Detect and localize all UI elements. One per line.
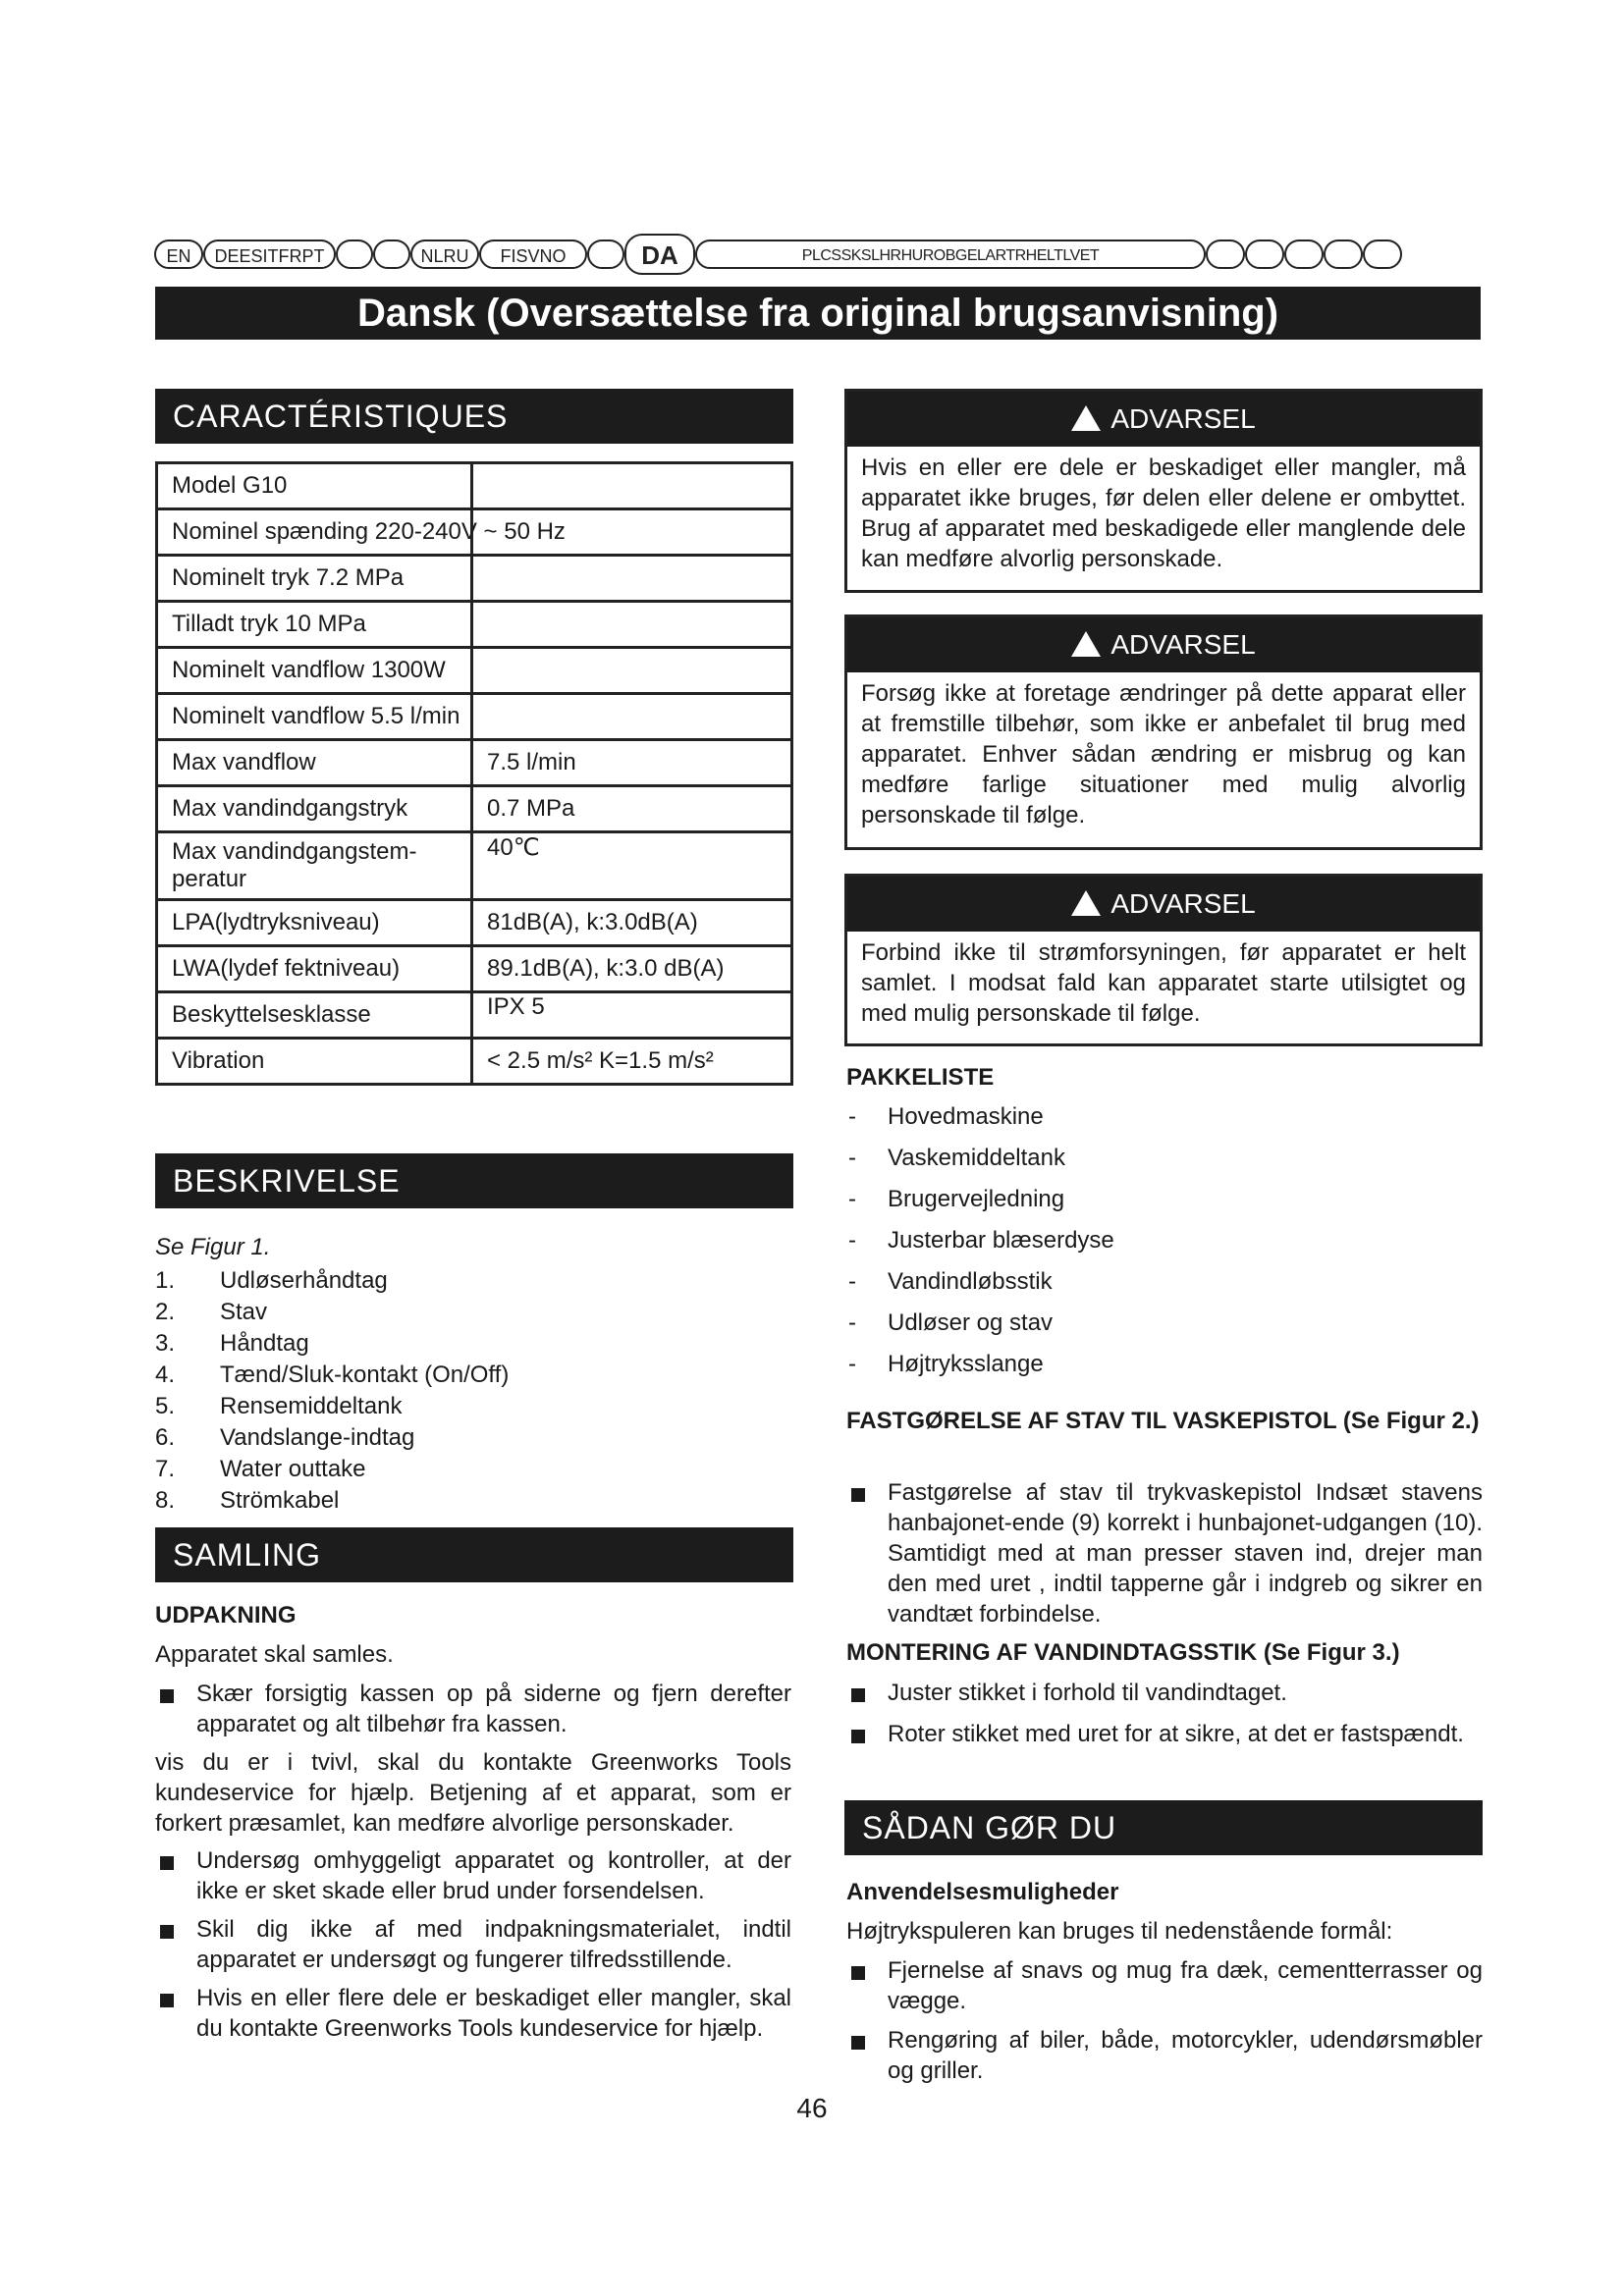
sadan-bullet-1: Fjernelse af snavs og mug fra dæk, cementterrasser og vægge. xyxy=(888,1957,1483,2014)
fastgorelse-heading: FASTGØRELSE AF STAV TIL VASKEPISTOL (Se Figur 2.) xyxy=(846,1408,1480,1434)
lang-empty xyxy=(1206,240,1245,269)
spec-label: Tilladt tryk 10 MPa xyxy=(157,602,472,648)
spec-row xyxy=(157,463,792,509)
spec-value xyxy=(472,694,792,740)
list-item-number: 1. xyxy=(155,1267,176,1294)
udpakning-heading: UDPAKNING xyxy=(155,1602,297,1629)
montering-heading: MONTERING AF VANDINDTAGSSTIK (Se Figur 3.) xyxy=(846,1639,1400,1666)
spec-row xyxy=(157,900,792,946)
spec-value: < 2.5 m/s² K=1.5 m/s² xyxy=(472,1039,792,1085)
list-item-number: 2. xyxy=(155,1299,176,1325)
bullet-icon xyxy=(851,2036,865,2050)
lang-empty xyxy=(1245,240,1284,269)
lang-empty xyxy=(336,240,373,269)
samling-bullet-4: Hvis en eller flere dele er beskadiget eller mangler, skal du kontakte Greenworks Tools kundeservice for hjælp. xyxy=(196,1985,791,2042)
dash-icon: - xyxy=(848,1227,856,1254)
spec-value xyxy=(472,556,792,602)
spec-row xyxy=(157,1039,792,1085)
warning-triangle-icon: ! xyxy=(1071,405,1101,431)
beskrivelse-heading: BESKRIVELSE xyxy=(155,1153,793,1208)
spec-label: Model G10 xyxy=(157,463,472,509)
samling-bullet-3: Skil dig ikke af med indpakningsmaterialet, indtil apparatet er undersøgt og fungerer tilfredsstillende. xyxy=(196,1916,791,1973)
spec-row xyxy=(157,694,792,740)
spec-value xyxy=(472,602,792,648)
lang-en: EN xyxy=(154,240,203,269)
spec-label: Max vandflow xyxy=(157,740,472,786)
package-item: Justerbar blæserdyse xyxy=(888,1227,1114,1254)
warning-label: ADVARSEL xyxy=(1110,888,1256,919)
spec-row xyxy=(157,556,792,602)
list-item: Håndtag xyxy=(220,1330,309,1357)
samling-para: vis du er i tvivl, skal du kontakte Greenworks Tools kundeservice for hjælp. Betjening af et apparat, som er forkert præsamlet, kan medføre alvorlige personskader. xyxy=(155,1749,791,1837)
sadan-intro: Højtrykspuleren kan bruges til nedenstående formål: xyxy=(846,1918,1393,1945)
spec-label: Nominel spænding 220-240V ~ 50 Hz xyxy=(157,509,472,556)
list-item: Rensemiddeltank xyxy=(220,1393,403,1419)
list-item: Tænd/Sluk-kontakt (On/Off) xyxy=(220,1362,510,1388)
warning-triangle-icon: ! xyxy=(1071,631,1101,657)
package-item: Vandindløbsstik xyxy=(888,1268,1053,1295)
lang-group-3: FISVNO xyxy=(479,240,587,269)
list-item-number: 3. xyxy=(155,1330,176,1357)
warning-label: ADVARSEL xyxy=(1110,403,1256,434)
lang-empty xyxy=(1363,240,1402,269)
spec-value: IPX 5 xyxy=(472,992,792,1039)
spec-label: Beskyttelsesklasse xyxy=(157,992,472,1039)
spec-value: 40℃ xyxy=(472,832,792,900)
list-item: Strömkabel xyxy=(220,1487,340,1514)
spec-label: Vibration xyxy=(157,1039,472,1085)
samling-bullet-1: Skær forsigtig kassen op på siderne og fjern derefter apparatet og alt tilbehør fra kassen. xyxy=(196,1681,791,1737)
spec-value: 89.1dB(A), k:3.0 dB(A) xyxy=(472,946,792,992)
samling-heading: SAMLING xyxy=(155,1527,793,1582)
bullet-icon xyxy=(160,1994,174,2007)
package-item: Vaskemiddeltank xyxy=(888,1145,1065,1171)
spec-label: Nominelt vandflow 5.5 l/min xyxy=(157,694,472,740)
lang-group-1: DEESITFRPT xyxy=(203,240,336,269)
language-bar xyxy=(154,234,1489,277)
spec-row xyxy=(157,946,792,992)
bullet-icon xyxy=(851,1688,865,1702)
spec-value: 7.5 l/min xyxy=(472,740,792,786)
dash-icon: - xyxy=(848,1351,856,1377)
spec-label: Nominelt vandflow 1300W xyxy=(157,648,472,694)
samling-intro: Apparatet skal samles. xyxy=(155,1641,394,1668)
pakkeliste-heading: PAKKELISTE xyxy=(846,1064,995,1091)
warning-text-2: Forsøg ikke at foretage ændringer på dette apparat eller at fremstille tilbehør, som ikke er anbefalet til brug med apparatet. Enhver sådan ændring er misbrug og kan medføre farlige situationer med mulig alvorlig personskade til følge. xyxy=(861,680,1466,828)
lang-group-2: NLRU xyxy=(410,240,479,269)
spec-label: Nominelt tryk 7.2 MPa xyxy=(157,556,472,602)
list-item: Vandslange-indtag xyxy=(220,1424,415,1451)
spec-label: LWA(lydef fektniveau) xyxy=(157,946,472,992)
package-item: Brugervejledning xyxy=(888,1186,1065,1212)
warning-text-1: Hvis en eller ere dele er beskadiget eller mangler, må apparatet ikke bruges, før delen eller delene er ombyttet. Brug af apparatet med beskadigede eller manglende dele kan medføre alvorlig personskade. xyxy=(861,454,1466,572)
lang-empty xyxy=(373,240,410,269)
spec-row xyxy=(157,832,792,900)
montering-bullet-2: Roter stikket med uret for at sikre, at det er fastspændt. xyxy=(888,1721,1464,1747)
fastgorelse-bullet: Fastgørelse af stav til trykvaskepistol Indsæt stavens hanbajonet-ende (9) korrekt i hunbajonet-udgangen (10). Samtidigt med at man presser staven ind, drejer man den med uret , indtil tapperne går i indgreb og sikrer en vandtæt forbindelse. xyxy=(888,1479,1483,1628)
page-number: 46 xyxy=(796,2093,828,2123)
specs-heading: CARACTÉRISTIQUES xyxy=(155,389,793,444)
list-item-number: 7. xyxy=(155,1456,176,1482)
bullet-icon xyxy=(851,1488,865,1502)
spec-row xyxy=(157,992,792,1039)
samling-bullet-2: Undersøg omhyggeligt apparatet og kontroller, at der ikke er sket skade eller brud under forsendelsen. xyxy=(196,1847,791,1904)
lang-group-4: PLCSSKSLHRHUROBGELARTRHELTLVET xyxy=(695,240,1206,269)
package-item: Udløser og stav xyxy=(888,1309,1054,1336)
list-item: Udløserhåndtag xyxy=(220,1267,388,1294)
specs-table xyxy=(155,461,793,1086)
warning-box-2 xyxy=(844,614,1483,850)
spec-label: Max vandindgangstem-peratur xyxy=(157,832,472,900)
warning-box-1 xyxy=(844,389,1483,593)
dash-icon: - xyxy=(848,1268,856,1295)
spec-row xyxy=(157,509,792,556)
package-item: Hovedmaskine xyxy=(888,1103,1044,1130)
lang-active-da: DA xyxy=(624,234,695,275)
page-title: Dansk (Oversættelse fra original brugsanvisning) xyxy=(155,287,1481,340)
spec-row xyxy=(157,602,792,648)
lang-empty xyxy=(1284,240,1324,269)
dash-icon: - xyxy=(848,1186,856,1212)
bullet-icon xyxy=(851,1730,865,1743)
warning-text-3: Forbind ikke til strømforsyningen, før apparatet er helt samlet. I modsat fald kan apparatet starte utilsigtet og med mulig personskade til følge. xyxy=(861,939,1466,1027)
bullet-icon xyxy=(851,1966,865,1980)
warning-box-3 xyxy=(844,874,1483,1046)
spec-row xyxy=(157,648,792,694)
spec-row xyxy=(157,786,792,832)
list-item-number: 8. xyxy=(155,1487,176,1514)
dash-icon: - xyxy=(848,1145,856,1171)
list-item-number: 4. xyxy=(155,1362,176,1388)
beskrivelse-intro: Se Figur 1. xyxy=(155,1234,271,1260)
spec-label: Max vandindgangstryk xyxy=(157,786,472,832)
anvendelse-heading: Anvendelsesmuligheder xyxy=(846,1879,1119,1905)
spec-value xyxy=(472,463,792,509)
spec-value: 81dB(A), k:3.0dB(A) xyxy=(472,900,792,946)
warning-triangle-icon: ! xyxy=(1071,890,1101,916)
spec-value: 0.7 MPa xyxy=(472,786,792,832)
package-item: Højtryksslange xyxy=(888,1351,1044,1377)
list-item: Water outtake xyxy=(220,1456,366,1482)
list-item-number: 5. xyxy=(155,1393,176,1419)
bullet-icon xyxy=(160,1856,174,1870)
sadan-bullet-2: Rengøring af biler, både, motorcykler, udendørsmøbler og griller. xyxy=(888,2027,1483,2084)
lang-empty xyxy=(1324,240,1363,269)
lang-empty xyxy=(587,240,624,269)
warning-label: ADVARSEL xyxy=(1110,629,1256,660)
montering-bullet-1: Juster stikket i forhold til vandindtaget. xyxy=(888,1680,1287,1706)
list-item-number: 6. xyxy=(155,1424,176,1451)
dash-icon: - xyxy=(848,1309,856,1336)
list-item: Stav xyxy=(220,1299,268,1325)
spec-row xyxy=(157,740,792,786)
spec-value xyxy=(472,648,792,694)
bullet-icon xyxy=(160,1925,174,1939)
sadan-heading: SÅDAN GØR DU xyxy=(844,1800,1483,1855)
spec-label: LPA(lydtryksniveau) xyxy=(157,900,472,946)
bullet-icon xyxy=(160,1689,174,1703)
dash-icon: - xyxy=(848,1103,856,1130)
